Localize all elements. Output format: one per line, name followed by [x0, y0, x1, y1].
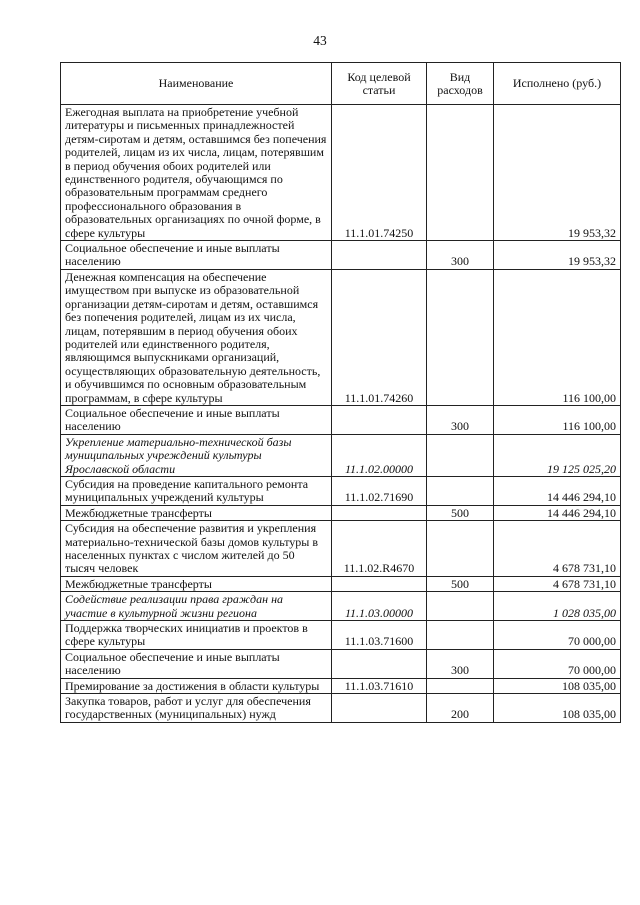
- column-header-amount: Исполнено (руб.): [494, 63, 621, 105]
- table-row: [61, 649, 621, 678]
- code-cell: [332, 576, 427, 591]
- code-cell: 11.1.03.00000: [332, 592, 427, 621]
- name-cell: Укрепление материально-технической базы муниципальных учреждений культуры Ярославской области: [61, 434, 332, 476]
- table-header-row: [61, 63, 621, 105]
- code-cell: 11.1.02.71690: [332, 476, 427, 505]
- name-cell: Социальное обеспечение и иные выплаты населению: [61, 241, 332, 270]
- amount-cell: 14 446 294,10: [494, 505, 621, 520]
- code-cell: [332, 505, 427, 520]
- table-row: [61, 241, 621, 270]
- amount-cell: 108 035,00: [494, 694, 621, 723]
- table-row: [61, 694, 621, 723]
- vid-cell: [427, 592, 494, 621]
- name-cell: Межбюджетные трансферты: [61, 576, 332, 591]
- vid-cell: [427, 678, 494, 693]
- name-cell: Межбюджетные трансферты: [61, 505, 332, 520]
- table-row: [61, 405, 621, 434]
- vid-cell: [427, 476, 494, 505]
- column-header-vid: Вид расходов: [427, 63, 494, 105]
- vid-cell: [427, 521, 494, 577]
- amount-cell: 116 100,00: [494, 269, 621, 405]
- vid-cell: [427, 621, 494, 650]
- amount-cell: 116 100,00: [494, 405, 621, 434]
- column-header-name: Наименование: [61, 63, 332, 105]
- page-number: 43: [313, 33, 327, 48]
- vid-cell: 500: [427, 505, 494, 520]
- code-cell: 11.1.01.74250: [332, 105, 427, 241]
- name-cell: Закупка товаров, работ и услуг для обеспечения государственных (муниципальных) нужд: [61, 694, 332, 723]
- name-cell: Содействие реализации права граждан на участие в культурной жизни региона: [61, 592, 332, 621]
- table-body: [61, 105, 621, 723]
- vid-cell: 300: [427, 241, 494, 270]
- amount-cell: 108 035,00: [494, 678, 621, 693]
- code-cell: [332, 649, 427, 678]
- amount-cell: 4 678 731,10: [494, 521, 621, 577]
- table-row: [61, 621, 621, 650]
- table-row: [61, 521, 621, 577]
- table-row: [61, 505, 621, 520]
- amount-cell: 1 028 035,00: [494, 592, 621, 621]
- table-row: [61, 105, 621, 241]
- code-cell: 11.1.03.71610: [332, 678, 427, 693]
- table-row: [61, 678, 621, 693]
- vid-cell: [427, 434, 494, 476]
- code-cell: 11.1.03.71600: [332, 621, 427, 650]
- name-cell: Поддержка творческих инициатив и проектов в сфере культуры: [61, 621, 332, 650]
- table-row: [61, 592, 621, 621]
- amount-cell: 19 953,32: [494, 105, 621, 241]
- amount-cell: 70 000,00: [494, 649, 621, 678]
- column-header-code: Код целевой статьи: [332, 63, 427, 105]
- name-cell: Премирование за достижения в области культуры: [61, 678, 332, 693]
- vid-cell: 300: [427, 649, 494, 678]
- amount-cell: 19 953,32: [494, 241, 621, 270]
- name-cell: Ежегодная выплата на приобретение учебной литературы и письменных принадлежностей детям-сиротам и детям, оставшимся без попечения родителей, лицам из их числа, лицам, потерявшим в период обучения обоих родителей или единственного родителя, обучающимся по образовательным программам среднего профессионального образования в образовательных организациях по очной форме, в сфере культуры: [61, 105, 332, 241]
- code-cell: 11.1.02.R4670: [332, 521, 427, 577]
- vid-cell: 500: [427, 576, 494, 591]
- name-cell: Социальное обеспечение и иные выплаты населению: [61, 649, 332, 678]
- code-cell: 11.1.02.00000: [332, 434, 427, 476]
- code-cell: [332, 241, 427, 270]
- table-row: [61, 476, 621, 505]
- code-cell: [332, 405, 427, 434]
- amount-cell: 70 000,00: [494, 621, 621, 650]
- vid-cell: 300: [427, 405, 494, 434]
- name-cell: Денежная компенсация на обеспечение имуществом при выпуске из образовательной организации детям-сиротам и детям, оставшимся без попечения родителей, лицам из их числа, лицам, потерявшим в период обучения обоих родителей или единственного родителя, являющимся выпускниками организаций, осуществляющих образовательную деятельность, и обучившимся по основным образовательным программам, в сфере культуры: [61, 269, 332, 405]
- name-cell: Субсидия на обеспечение развития и укрепления материально-технической базы домов культуры в населенных пунктах с числом жителей до 50 тысяч человек: [61, 521, 332, 577]
- table-row: [61, 269, 621, 405]
- code-cell: 11.1.01.74260: [332, 269, 427, 405]
- name-cell: Социальное обеспечение и иные выплаты населению: [61, 405, 332, 434]
- table-row: [61, 576, 621, 591]
- code-cell: [332, 694, 427, 723]
- name-cell: Субсидия на проведение капитального ремонта муниципальных учреждений культуры: [61, 476, 332, 505]
- vid-cell: 200: [427, 694, 494, 723]
- amount-cell: 19 125 025,20: [494, 434, 621, 476]
- table-row: [61, 434, 621, 476]
- vid-cell: [427, 269, 494, 405]
- vid-cell: [427, 105, 494, 241]
- amount-cell: 4 678 731,10: [494, 576, 621, 591]
- budget-table: [60, 62, 621, 723]
- amount-cell: 14 446 294,10: [494, 476, 621, 505]
